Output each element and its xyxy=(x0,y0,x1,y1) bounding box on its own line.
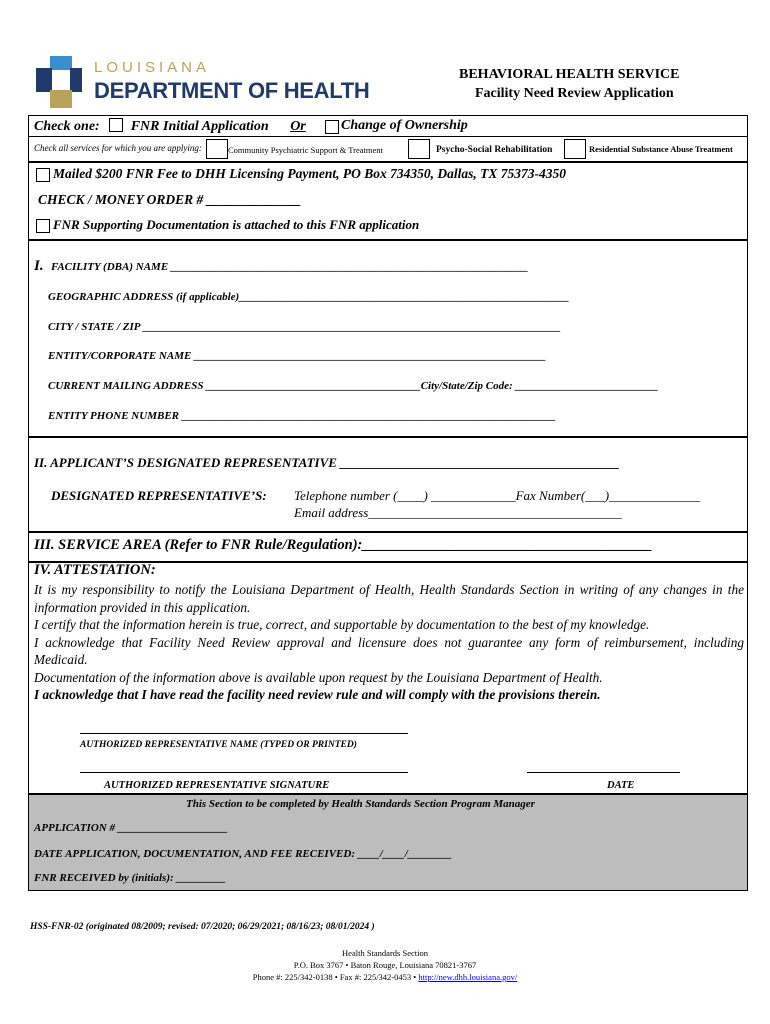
check-money-order-field[interactable]: CHECK / MONEY ORDER # ______________ xyxy=(38,192,302,207)
service-rsat-label: Residential Substance Abuse Treatment xyxy=(589,144,733,154)
service-psr-checkbox[interactable] xyxy=(408,139,430,159)
rep-signature-label: AUTHORIZED REPRESENTATIVE SIGNATURE xyxy=(104,780,330,791)
check-one-row xyxy=(34,118,306,135)
rep-name-label: AUTHORIZED REPRESENTATIVE NAME (TYPED OR PRINTED) xyxy=(80,740,357,750)
footer-website-link[interactable]: http://new.dhh.louisiana.gov/ xyxy=(418,972,518,982)
logo-bottom-text: DEPARTMENT OF HEALTH xyxy=(94,78,370,103)
date-label: DATE xyxy=(607,780,635,791)
service-psr-label: Psycho-Social Rehabilitation xyxy=(436,145,553,155)
footer-org: Health Standards Section xyxy=(342,948,428,958)
fnr-initial-label: FNR Initial Application xyxy=(130,119,269,134)
service-area-field[interactable]: III. SERVICE AREA (Refer to FNR Rule/Regulation):________________________________________ xyxy=(34,537,653,553)
change-ownership-checkbox[interactable] xyxy=(325,120,339,134)
footer-phone-fax: Phone #: 225/342-0138 • Fax #: 225/342-0453 • xyxy=(252,972,419,982)
footer-address: P.O. Box 3767 • Baton Rouge, Louisiana 70821-3767 xyxy=(293,960,477,970)
facility-name-field[interactable]: FACILITY (DBA) NAME _________________________________________________________________ xyxy=(51,261,529,273)
logo xyxy=(36,56,406,110)
representative-label: DESIGNATED REPRESENTATIVE’S: xyxy=(51,488,267,503)
service-cpst-checkbox[interactable] xyxy=(206,139,228,159)
rep-telephone-fax-field[interactable]: Telephone number (____) _____________Fax Number(___)______________ xyxy=(294,488,701,503)
supporting-docs-checkbox[interactable] xyxy=(36,219,50,233)
service-rsat-checkbox[interactable] xyxy=(564,139,586,159)
section-i-number: I. xyxy=(34,258,44,274)
form-id: HSS-FNR-02 (originated 08/2009; revised: 07/2020; 06/29/2021; 08/16/23; 08/01/2024 ) xyxy=(30,922,375,932)
attestation-p2: I certify that the information herein is true, correct, and supportable by documentation to the best of my knowledge. xyxy=(34,617,650,632)
attestation-title: IV. ATTESTATION: xyxy=(34,562,156,578)
or-label: Or xyxy=(290,119,306,134)
attestation-p5: I acknowledge that I have read the facility need review rule and will comply with the provisions therein. xyxy=(34,687,601,702)
dept-health-cross-icon xyxy=(36,56,82,108)
attestation-p4: Documentation of the information above is available upon request by the Louisiana Department of Health. xyxy=(34,669,603,685)
service-cpst-label: Community Psychiatric Support & Treatment xyxy=(228,145,383,155)
footer-contact xyxy=(0,972,770,982)
form-title: BEHAVIORAL HEALTH SERVICE xyxy=(459,67,680,82)
mailed-fee-label: Mailed $200 FNR Fee to DHH Licensing Payment, PO Box 734350, Dallas, TX 75373-4350 xyxy=(53,166,566,181)
fnr-received-initials-field[interactable]: FNR RECEIVED by (initials): _________ xyxy=(34,872,226,884)
fnr-initial-checkbox[interactable] xyxy=(109,118,123,132)
form-subtitle: Facility Need Review Application xyxy=(475,86,674,101)
logo-top-text: LOUISIANA xyxy=(94,59,211,76)
supporting-docs-label: FNR Supporting Documentation is attached to this FNR application xyxy=(53,217,420,232)
date-received-field[interactable]: DATE APPLICATION, DOCUMENTATION, AND FEE RECEIVED: ____/____/________ xyxy=(34,848,452,860)
entity-phone-field[interactable]: ENTITY PHONE NUMBER ____________________________________________________________________ xyxy=(48,410,556,422)
check-one-label: Check one: xyxy=(34,119,100,134)
attestation-p1: It is my responsibility to notify the Louisiana Department of Health, Health Standards Section in writing of any changes in the information provided in this application. xyxy=(34,582,744,615)
application-number-field[interactable]: APPLICATION # ____________________ xyxy=(34,822,228,834)
date-line[interactable] xyxy=(527,772,680,773)
city-state-zip-field[interactable]: CITY / STATE / ZIP ____________________________________________________________________________ xyxy=(48,321,561,333)
rep-signature-line[interactable] xyxy=(80,772,408,773)
geographic-address-field[interactable]: GEOGRAPHIC ADDRESS (if applicable)____________________________________________________________ xyxy=(48,291,570,303)
services-label: Check all services for which you are applying: xyxy=(34,143,202,153)
entity-name-field[interactable]: ENTITY/CORPORATE NAME ________________________________________________________________ xyxy=(48,350,547,362)
attestation-p3: I acknowledge that Facility Need Review approval and licensure does not guarantee any form of reimbursement, including Medicaid. xyxy=(34,634,744,667)
mailing-address-field[interactable]: CURRENT MAILING ADDRESS _______________________________________City/State/Zip Code: __________________________ xyxy=(48,380,659,392)
attestation-text xyxy=(34,581,744,704)
rep-name-line[interactable] xyxy=(80,733,408,734)
rep-email-field[interactable]: Email address_______________________________________ xyxy=(294,505,622,520)
mailed-fee-checkbox[interactable] xyxy=(36,168,50,182)
representative-title[interactable]: II. APPLICANT’S DESIGNATED REPRESENTATIVE ___________________________________________ xyxy=(34,455,620,470)
office-use-header: This Section to be completed by Health Standards Section Program Manager xyxy=(186,798,535,810)
change-ownership-label: Change of Ownership xyxy=(341,118,468,133)
